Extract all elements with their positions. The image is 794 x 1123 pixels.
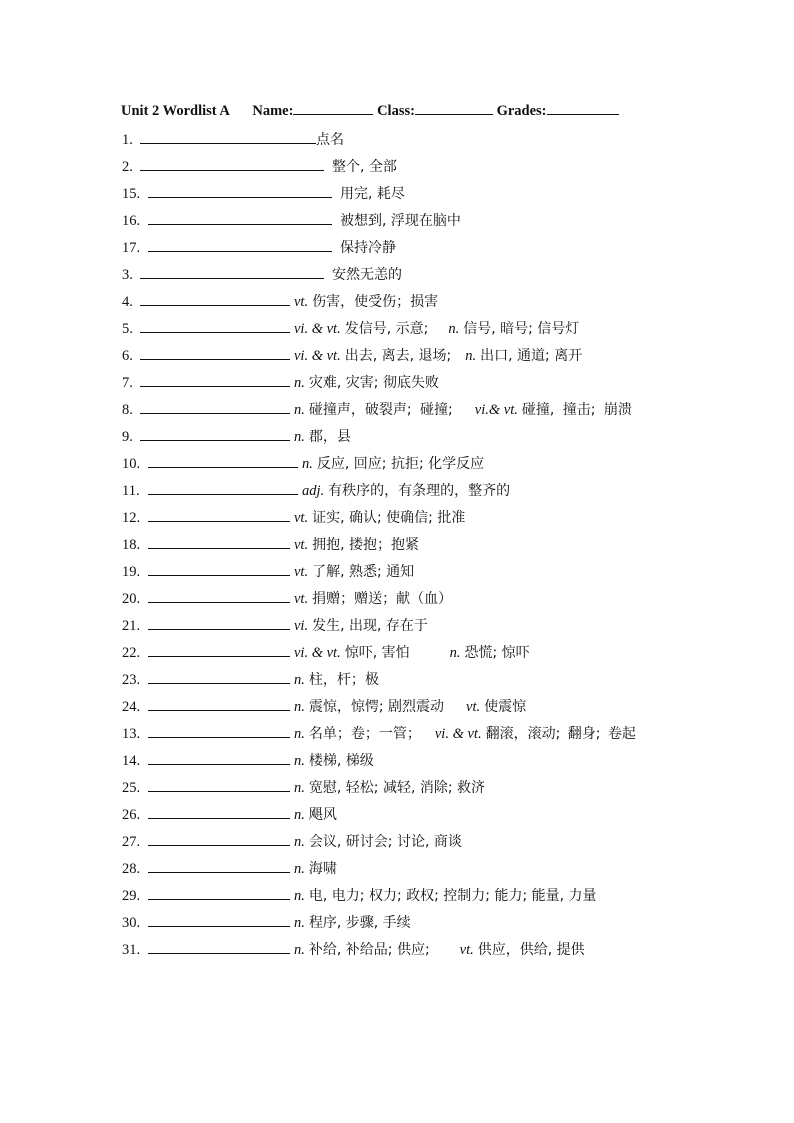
item-meaning: 用完, 耗尽: [340, 186, 405, 202]
answer-blank[interactable]: [148, 777, 290, 792]
answer-blank[interactable]: [148, 642, 290, 657]
list-item: [0, 586, 794, 613]
part-of-speech: n.: [294, 726, 305, 742]
item-meaning: 程序, 步骤, 手续: [308, 915, 411, 931]
part-of-speech: n.: [302, 456, 313, 472]
item-meaning: 宽慰, 轻松; 减轻, 消除; 救济: [308, 780, 486, 796]
item-number: 14.: [122, 753, 141, 769]
item-number: 21.: [122, 618, 141, 634]
part-of-speech: vt.: [294, 591, 309, 607]
list-item: [0, 262, 794, 289]
item-meaning-2: 信号, 暗号; 信号灯: [463, 321, 580, 337]
item-number: 2.: [122, 159, 133, 175]
part-of-speech: vt.: [294, 564, 309, 580]
part-of-speech: vt.: [294, 294, 309, 310]
item-number: 28.: [122, 861, 141, 877]
list-item: [0, 478, 794, 505]
item-number: 7.: [122, 375, 133, 391]
item-number: 30.: [122, 915, 141, 931]
list-item: [0, 667, 794, 694]
answer-blank[interactable]: [148, 858, 290, 873]
item-meaning: 保持冷静: [340, 240, 396, 256]
item-meaning: 反应, 回应; 抗拒; 化学反应: [316, 456, 485, 472]
answer-blank[interactable]: [148, 669, 290, 684]
part-of-speech-2: vi. & vt.: [434, 726, 482, 742]
list-item: [0, 235, 794, 262]
item-meaning: 海啸: [308, 861, 337, 877]
item-number: 6.: [122, 348, 133, 364]
unit-title: Unit 2 Wordlist A: [121, 103, 230, 119]
item-number: 29.: [122, 888, 141, 904]
part-of-speech: n.: [294, 375, 305, 391]
list-item: [0, 775, 794, 802]
item-meaning: 有秩序的，有条理的，整齐的: [328, 483, 511, 499]
list-item: [0, 370, 794, 397]
part-of-speech: vi. & vt.: [294, 645, 341, 661]
answer-blank[interactable]: [140, 291, 290, 306]
part-of-speech-2: vi.& vt.: [474, 402, 518, 418]
part-of-speech: n.: [294, 699, 305, 715]
list-item: [0, 613, 794, 640]
answer-blank[interactable]: [140, 399, 290, 414]
part-of-speech: n.: [294, 402, 305, 418]
answer-blank[interactable]: [148, 939, 290, 954]
part-of-speech: n.: [294, 915, 305, 931]
list-item: [0, 694, 794, 721]
item-number: 20.: [122, 591, 141, 607]
item-number: 26.: [122, 807, 141, 823]
item-meaning-2: 翻滚，滚动; 翻身; 卷起: [485, 726, 636, 742]
item-meaning: 楼梯, 梯级: [308, 753, 374, 769]
answer-blank[interactable]: [148, 723, 290, 738]
answer-blank[interactable]: [148, 750, 290, 765]
answer-blank[interactable]: [148, 237, 332, 252]
item-meaning: 震惊，惊愕; 剧烈震动: [308, 699, 445, 715]
grades-label: Grades:: [496, 103, 547, 119]
item-meaning: 拥抱, 搂抱；抱紧: [312, 537, 419, 553]
list-item: [0, 181, 794, 208]
part-of-speech: n.: [294, 888, 305, 904]
list-item: [0, 748, 794, 775]
answer-blank[interactable]: [148, 831, 290, 846]
item-number: 31.: [122, 942, 141, 958]
part-of-speech: vt.: [294, 537, 309, 553]
item-number: 15.: [122, 186, 141, 202]
part-of-speech: n.: [294, 753, 305, 769]
answer-blank[interactable]: [140, 264, 324, 279]
item-meaning: 名单；卷；一管；: [308, 726, 421, 742]
list-item: [0, 343, 794, 370]
answer-blank[interactable]: [148, 534, 290, 549]
list-item: [0, 640, 794, 667]
part-of-speech-2: n.: [449, 645, 461, 661]
part-of-speech: vi. & vt.: [294, 321, 341, 337]
list-item: [0, 505, 794, 532]
item-meaning: 点名: [316, 132, 344, 148]
list-item: [0, 127, 794, 154]
part-of-speech-2: n.: [465, 348, 477, 364]
list-item: [0, 721, 794, 748]
list-item: [0, 829, 794, 856]
part-of-speech: n.: [294, 834, 305, 850]
item-number: 9.: [122, 429, 133, 445]
item-number: 11.: [122, 483, 140, 499]
part-of-speech: n.: [294, 429, 305, 445]
item-number: 24.: [122, 699, 141, 715]
answer-blank[interactable]: [148, 507, 290, 522]
item-number: 8.: [122, 402, 133, 418]
class-label: Class:: [377, 103, 415, 119]
answer-blank[interactable]: [148, 615, 290, 630]
worksheet-header: [121, 100, 619, 120]
answer-blank[interactable]: [140, 372, 290, 387]
grades-blank[interactable]: [547, 100, 619, 115]
item-meaning-2: 供应，供给, 提供: [477, 942, 585, 958]
list-item: [0, 937, 794, 964]
item-meaning: 发信号, 示意;: [344, 321, 429, 337]
part-of-speech: vi. & vt.: [294, 348, 341, 364]
part-of-speech-2: vt.: [466, 699, 481, 715]
list-item: [0, 856, 794, 883]
part-of-speech-2: vt.: [459, 942, 474, 958]
answer-blank[interactable]: [148, 885, 290, 900]
item-number: 12.: [122, 510, 141, 526]
list-item: [0, 289, 794, 316]
item-meaning: 惊吓, 害怕: [344, 645, 410, 661]
answer-blank[interactable]: [148, 453, 298, 468]
item-number: 25.: [122, 780, 141, 796]
answer-blank[interactable]: [140, 426, 290, 441]
list-item: [0, 154, 794, 181]
name-label: Name:: [252, 103, 294, 119]
name-blank[interactable]: [293, 100, 373, 115]
part-of-speech: n.: [294, 807, 305, 823]
answer-blank[interactable]: [148, 588, 290, 603]
part-of-speech: n.: [294, 672, 305, 688]
part-of-speech-2: n.: [448, 321, 460, 337]
word-list: [0, 127, 794, 964]
list-item: [0, 559, 794, 586]
answer-blank[interactable]: [140, 129, 316, 144]
item-meaning: 被想到, 浮现在脑中: [340, 213, 461, 229]
item-number: 3.: [122, 267, 133, 283]
item-meaning: 灾难, 灾害; 彻底失败: [308, 375, 439, 391]
item-meaning: 整个, 全部: [332, 159, 397, 175]
part-of-speech: adj.: [302, 483, 325, 499]
item-meaning: 证实, 确认; 使确信; 批准: [312, 510, 466, 526]
list-item: [0, 451, 794, 478]
answer-blank[interactable]: [148, 480, 298, 495]
item-number: 4.: [122, 294, 133, 310]
part-of-speech: n.: [294, 861, 305, 877]
item-meaning: 捐赠；赠送；献（血）: [312, 591, 453, 607]
item-number: 23.: [122, 672, 141, 688]
list-item: [0, 910, 794, 937]
part-of-speech: vi.: [294, 618, 309, 634]
item-meaning-2: 使震惊: [484, 699, 527, 715]
item-meaning: 碰撞声，破裂声; 碰撞;: [308, 402, 453, 418]
item-meaning: 电, 电力; 权力; 政权; 控制力; 能力; 能量, 力量: [308, 888, 597, 904]
item-meaning: 会议, 研讨会; 讨论, 商谈: [308, 834, 462, 850]
item-number: 18.: [122, 537, 141, 553]
answer-blank[interactable]: [140, 156, 324, 171]
answer-blank[interactable]: [140, 345, 290, 360]
list-item: [0, 802, 794, 829]
item-meaning: 安然无恙的: [332, 267, 402, 283]
item-number: 5.: [122, 321, 133, 337]
item-number: 16.: [122, 213, 141, 229]
item-meaning: 发生, 出现, 存在于: [312, 618, 428, 634]
part-of-speech: vt.: [294, 510, 309, 526]
item-meaning: 郡，县: [308, 429, 351, 445]
item-number: 19.: [122, 564, 141, 580]
item-meaning: 了解, 熟悉; 通知: [312, 564, 415, 580]
answer-blank[interactable]: [148, 912, 290, 927]
item-number: 10.: [122, 456, 141, 472]
class-blank[interactable]: [415, 100, 493, 115]
item-number: 27.: [122, 834, 141, 850]
list-item: [0, 424, 794, 451]
item-number: 17.: [122, 240, 141, 256]
item-number: 1.: [122, 132, 133, 148]
part-of-speech: n.: [294, 942, 305, 958]
answer-blank[interactable]: [148, 183, 332, 198]
answer-blank[interactable]: [140, 318, 290, 333]
list-item: [0, 883, 794, 910]
item-meaning: 伤害，使受伤；损害: [312, 294, 439, 310]
item-number: 22.: [122, 645, 141, 661]
answer-blank[interactable]: [148, 210, 332, 225]
answer-blank[interactable]: [148, 804, 290, 819]
answer-blank[interactable]: [148, 696, 290, 711]
item-meaning-2: 碰撞, 撞击; 崩溃: [521, 402, 632, 418]
item-meaning: 飓风: [308, 807, 337, 823]
item-meaning: 补给, 补给品; 供应;: [308, 942, 430, 958]
item-meaning: 柱，杆；极: [308, 672, 379, 688]
list-item: [0, 532, 794, 559]
part-of-speech: n.: [294, 780, 305, 796]
item-meaning: 出去, 离去, 退场;: [344, 348, 452, 364]
list-item: [0, 208, 794, 235]
item-meaning-2: 出口, 通道; 离开: [480, 348, 583, 364]
item-meaning-2: 恐慌; 惊吓: [464, 645, 530, 661]
list-item: [0, 397, 794, 424]
list-item: [0, 316, 794, 343]
answer-blank[interactable]: [148, 561, 290, 576]
item-number: 13.: [122, 726, 141, 742]
